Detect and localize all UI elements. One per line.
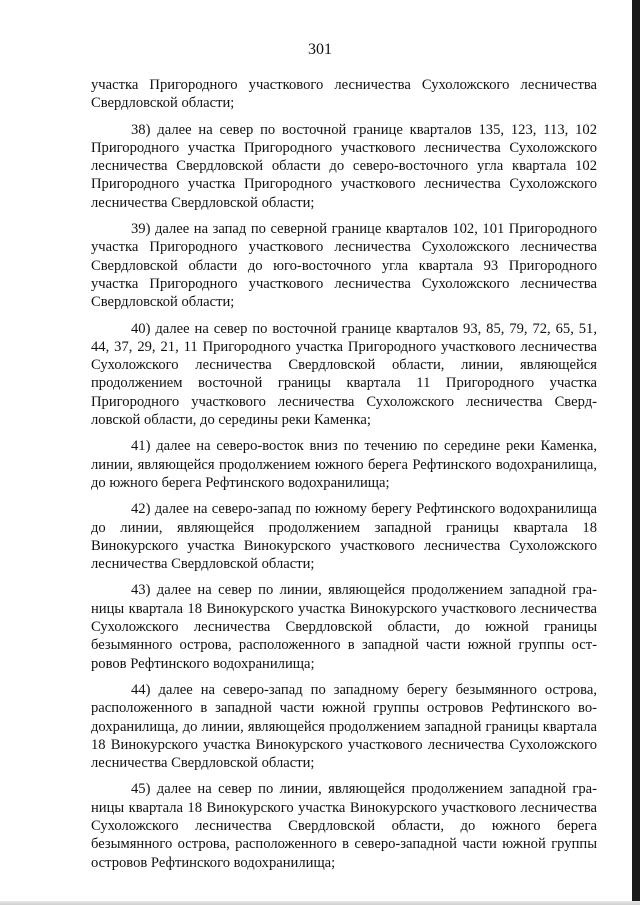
- paragraph-item-40: 40) далее на север по восточной границе кварталов 93, 85, 79, 72, 65, 51, 44, 37, 29, 21, 11 Пригородного участка Пригородного участкового лесничества Сухоложского лесничества Свердловской области, линии, являющейся продолжением восточной границы квартала 11 Пригородного участка Пригородного участкового лесничества Сухоложского лесничества Свердловской области, до середины реки Каменка;: [91, 320, 597, 429]
- scan-edge: [632, 0, 640, 905]
- paragraph-item-39: 39) далее на запад по северной границе кварталов 102, 101 Пригородного участка Пригородного участкового лесничества Сухоложского лесничества Свердловской области до юго-восточного угла квартала 93 Пригородного участка Пригородного участкового лесничества Сухоложского лесничества Свердловской области;: [91, 221, 597, 311]
- paragraph: участка Пригородного участкового лесничества Сухоложского лесничества Свердловской области;: [91, 77, 597, 112]
- paragraph-item-38: 38) далее на север по восточной границе кварталов 135, 123, 113, 102 Пригородного участка Пригородного участкового лесничества Сухоложского лесничества Свердловской области до северо-восточного угла квартала 102 Пригородного участка Пригородного участкового лесничества Сухоложского лесничества Свердловской области;: [91, 121, 597, 211]
- scan-shadow: [0, 901, 640, 905]
- paragraph-item-42: 42) далее на северо-запад по южному берегу Рефтинского водохранилища до линии, являющейся продолжением западной границы квартала 18 Винокурского участка Винокурского участкового лесничества Сухоложского лесничества Свердловской области;: [91, 501, 597, 573]
- paragraph-item-41: 41) далее на северо-восток вниз по течению по середине реки Каменка, линии, являющейся продолжением южного берега Рефтинского водохранилища, до южного берега Рефтинского водохранилища;: [91, 438, 597, 491]
- document-body: [91, 76, 597, 880]
- paragraph-item-45: 45) далее на север по линии, являющейся продолжением западной границы квартала 18 Винокурского участка Винокурского участкового лесничества Сухоложского лесничества Свердловской области, до южного берега безымянного острова, расположенного в северо-западной части южной группы островов Рефтинского водохранилища;: [91, 781, 597, 871]
- page-number: 301: [308, 41, 332, 58]
- paragraph-item-43: 43) далее на север по линии, являющейся продолжением западной границы квартала 18 Винокурского участка Винокурского участкового лесничества Сухоложского лесничества Свердловской области, до южной границы безымянного острова, расположенного в западной части южной группы островов Рефтинского водохранилища;: [91, 582, 597, 672]
- paragraph-item-44: 44) далее на северо-запад по западному берегу безымянного острова, расположенного в западной части южной группы островов Рефтинского водохранилища, до линии, являющейся продолжением западной границы квартала 18 Винокурского участка Винокурского участкового лесничества Сухоложского лесничества Свердловской области;: [91, 681, 597, 772]
